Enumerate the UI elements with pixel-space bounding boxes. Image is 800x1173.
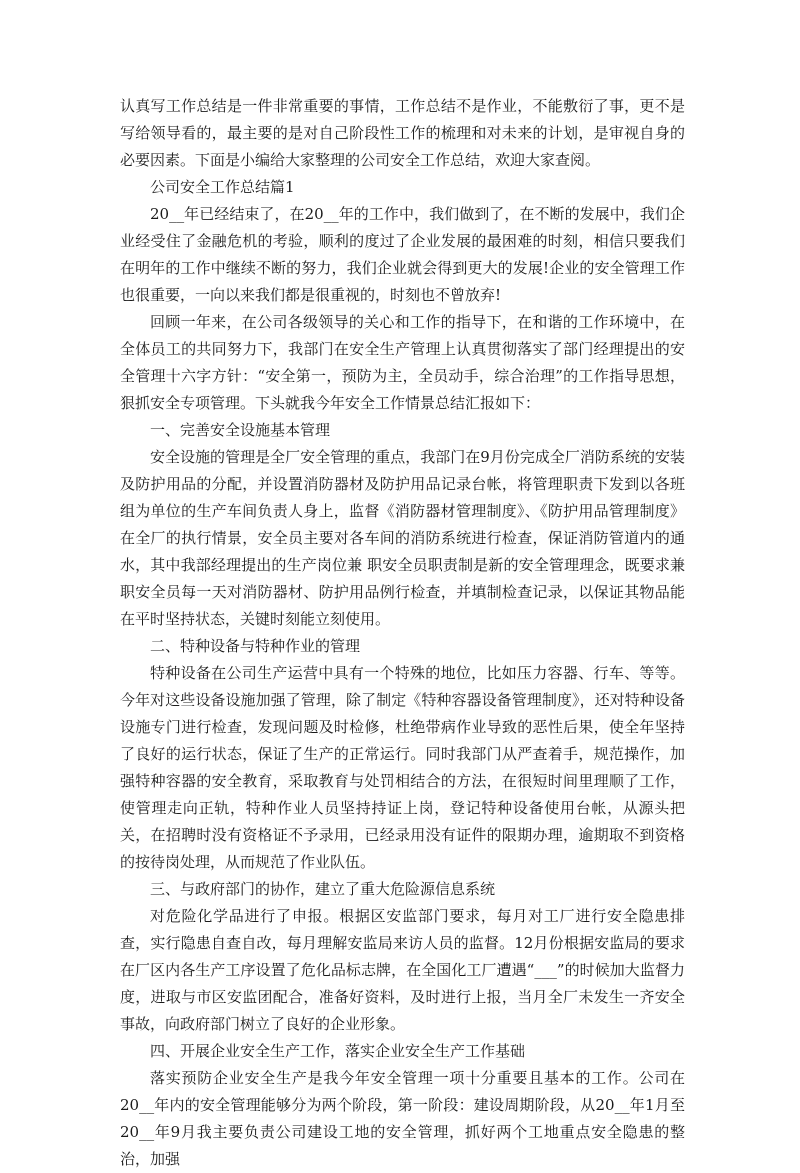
document-paragraph: 安全设施的管理是全厂安全管理的重点，我部门在9月份完成全厂消防系统的安装及防护用品的分配，并设置消防器材及防护用品记录台帐，将管理职责下发到以各班组为单位的生产车间负责人身上，监督《消防器材管理制度》、《防护用品管理制度》在全厂的执行情景，安全员主要对各车间的消防系统进行检查，保证消防管道内的通水，其中我部经理提出的生产岗位兼 职安全员职责制是新的安全管理理念，既要求兼 职安全员每一天对消防器材、防护用品例行检查，并填制检查记录，以保证其物品能在平时坚持状态，关键时刻能立刻使用。 (120, 448, 685, 628)
document-paragraph: 回顾一年来，在公司各级领导的关心和工作的指导下，在和谐的工作环境中，在全体员工的共同努力下，我部门在安全生产管理上认真贯彻落实了部门经理提出的安全管理十六字方针：“安全第一，预防为主，全员动手，综合治理”的工作指导思想，狠抓安全专项管理。下头就我今年安全工作情景总结汇报如下： (120, 313, 685, 412)
document-body (120, 93, 685, 1173)
document-paragraph: 认真写工作总结是一件非常重要的事情，工作总结不是作业，不能敷衍了事，更不是写给领导看的，最主要的是对自己阶段性工作的梳理和对未来的计划，是审视自身的必要因素。下面是小编给大家整理的公司安全工作总结，欢迎大家查阅。 (120, 97, 685, 169)
document-paragraph: 20__年已经结束了，在20__年的工作中，我们做到了，在不断的发展中，我们企业经受住了金融危机的考验，顺利的度过了企业发展的最困难的时刻，相信只要我们在明年的工作中继续不断的努力，我们企业就会得到更大的发展!企业的安全管理工作也很重要，一向以来我们都是很重视的，时刻也不曾放弃! (120, 205, 685, 304)
document-paragraph: 落实预防企业安全生产是我今年安全管理一项十分重要且基本的工作。公司在20__年内的安全管理能够分为两个阶段，第一阶段：建设周期阶段，从20__年1月至20__年9月我主要负责公司建设工地的安全管理，抓好两个工地重点安全隐患的整治，加强 (120, 1069, 685, 1168)
document-paragraph: 四、开展企业安全生产工作，落实企业安全生产工作基础 (150, 1042, 526, 1060)
document-paragraph: 二、特种设备与特种作业的管理 (150, 637, 361, 655)
document-paragraph: 公司安全工作总结篇1 (150, 178, 295, 196)
document-paragraph: 一、完善安全设施基本管理 (150, 421, 331, 439)
document-paragraph: 三、与政府部门的协作，建立了重大危险源信息系统 (150, 880, 496, 898)
document-paragraph: 特种设备在公司生产运营中具有一个特殊的地位，比如压力容器、行车、等等。今年对这些设备设施加强了管理，除了制定《特种容器设备管理制度》，还对特种设备设施专门进行检查，发现问题及时检修，杜绝带病作业导致的恶性后果，使全年坚持了良好的运行状态，保证了生产的正常运行。同时我部门从严查着手，规范操作，加强特种容器的安全教育，采取教育与处罚相结合的方法，在很短时间里理顺了工作，使管理走向正轨，特种作业人员坚持持证上岗，登记特种设备使用台帐，从源头把关，在招聘时没有资格证不予录用，已经录用没有证件的限期办理，逾期取不到资格的按待岗处理，从而规范了作业队伍。 (120, 664, 685, 871)
document-paragraph: 对危险化学品进行了申报。根据区安监部门要求，每月对工厂进行安全隐患排查，实行隐患自查自改，每月理解安监局来访人员的监督。12月份根据安监局的要求在厂区内各生产工序设置了危化品标志牌，在全国化工厂遭遇“___”的时候加大监督力度，进取与市区安监团配合，准备好资料，及时进行上报，当月全厂未发生一齐安全事故，向政府部门树立了良好的企业形象。 (120, 907, 685, 1033)
